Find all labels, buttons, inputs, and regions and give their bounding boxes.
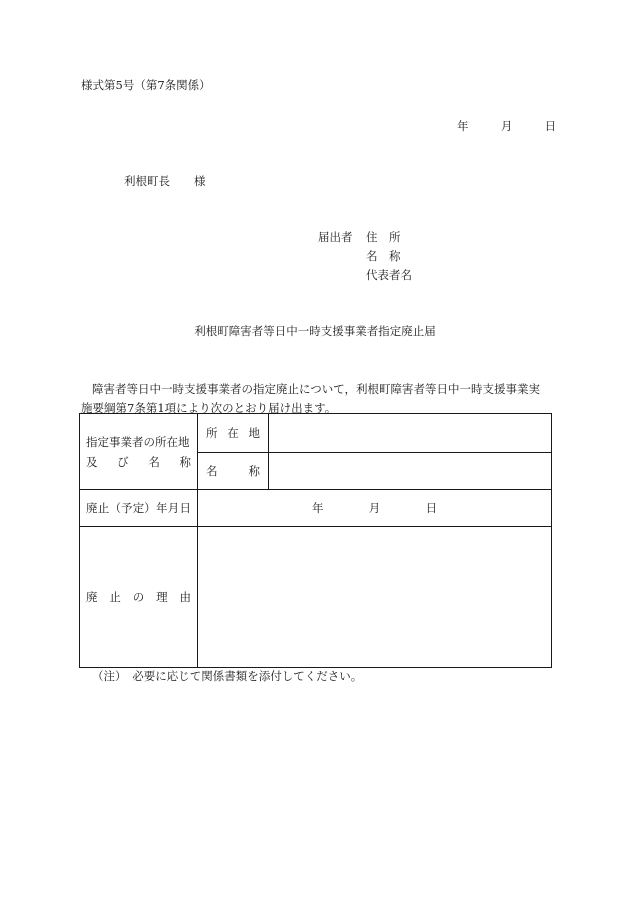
discontinuation-year: 年 <box>311 501 324 515</box>
applicant-name-label: 名 称 <box>366 249 401 263</box>
reason-row <box>80 527 552 668</box>
applicant-lead: 届出者 <box>318 230 353 244</box>
address-label-cell <box>198 414 269 453</box>
business-location-label-cell <box>80 414 198 490</box>
business-location-label: 指定事業者の所在地 <box>86 434 190 449</box>
name-label-cell <box>198 453 269 490</box>
business-name-label: 及 び 名 称 <box>86 454 191 469</box>
reason-label-cell <box>80 527 198 668</box>
addressee-honorific: 様 <box>194 174 206 188</box>
discontinuation-month: 月 <box>368 501 381 515</box>
applicant-block <box>318 232 426 289</box>
reason-label: 廃 止 の 理 由 <box>86 590 191 604</box>
applicant-address-label: 住 所 <box>366 230 401 244</box>
addressee-name: 利根町長 <box>124 174 170 188</box>
footnote: （注） 必要に応じて関係書類を添付してください。 <box>92 669 363 683</box>
date-year: 年 <box>457 119 469 133</box>
address-field[interactable] <box>269 414 552 453</box>
body-line-1: 障害者等日中一時支援事業者の指定廃止について，利根町障害者等日中一時支援事業実 <box>92 382 541 396</box>
form-number: 様式第5号（第7条関係） <box>81 78 211 92</box>
form-table <box>79 413 552 668</box>
submission-date <box>457 121 556 133</box>
date-month: 月 <box>500 119 513 133</box>
address-label: 所 在 地 <box>206 426 260 440</box>
address-row <box>80 414 552 453</box>
applicant-representative-label: 代表者名 <box>366 268 412 282</box>
discontinuation-date-label: 廃 止 （予 定） 年 月 日 <box>86 501 191 515</box>
addressee <box>124 176 206 188</box>
name-label: 名 称 <box>206 464 260 478</box>
body-line-2: 施要綱第7条第1項により次のとおり届け出ます。 <box>81 401 337 415</box>
discontinuation-date-row <box>80 490 552 527</box>
discontinuation-date-label-cell <box>80 490 198 527</box>
document-title: 利根町障害者等日中一時支援事業者指定廃止届 <box>194 324 436 338</box>
name-field[interactable] <box>269 453 552 490</box>
discontinuation-day: 日 <box>425 501 438 515</box>
reason-field[interactable] <box>198 527 552 668</box>
date-day: 日 <box>544 119 557 133</box>
discontinuation-date-field[interactable] <box>198 490 552 527</box>
